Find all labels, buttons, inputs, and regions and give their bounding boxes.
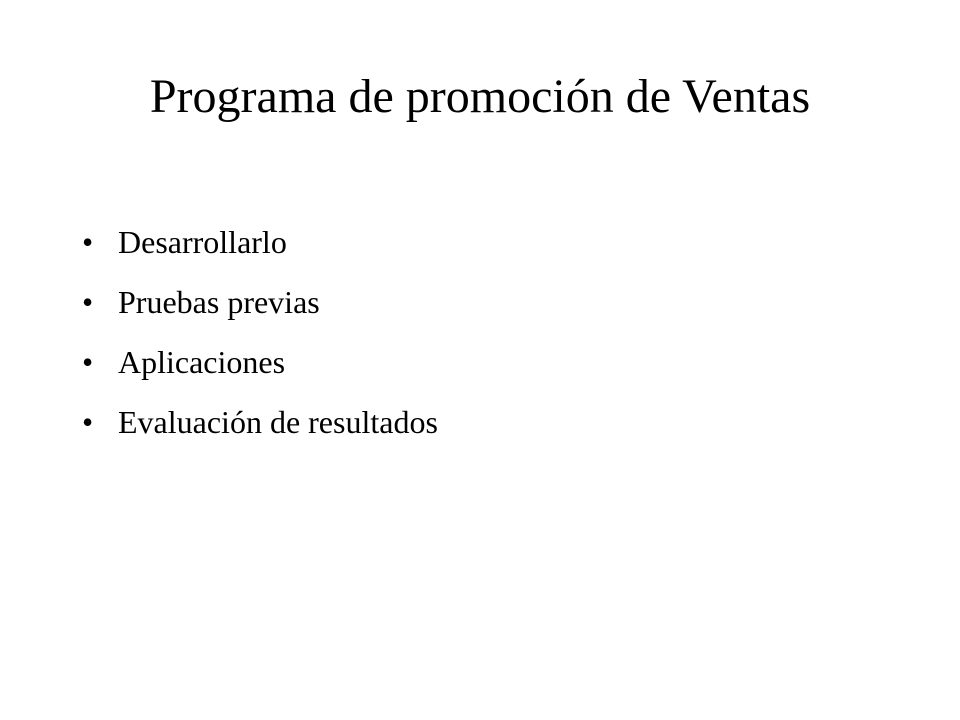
bullet-text: Evaluación de resultados [118,404,438,440]
bullet-icon: • [82,224,94,260]
bullet-item [82,392,902,452]
bullet-item [82,212,902,272]
slide-title: Programa de promoción de Ventas [149,70,811,123]
bullet-text: Desarrollarlo [118,224,287,260]
bullet-item [82,272,902,332]
bullet-icon: • [82,284,94,320]
bullet-icon: • [82,404,94,440]
bullet-list [82,212,902,452]
bullet-text: Pruebas previas [118,284,320,320]
bullet-item [82,332,902,392]
bullet-icon: • [82,344,94,380]
bullet-text: Aplicaciones [118,344,286,380]
